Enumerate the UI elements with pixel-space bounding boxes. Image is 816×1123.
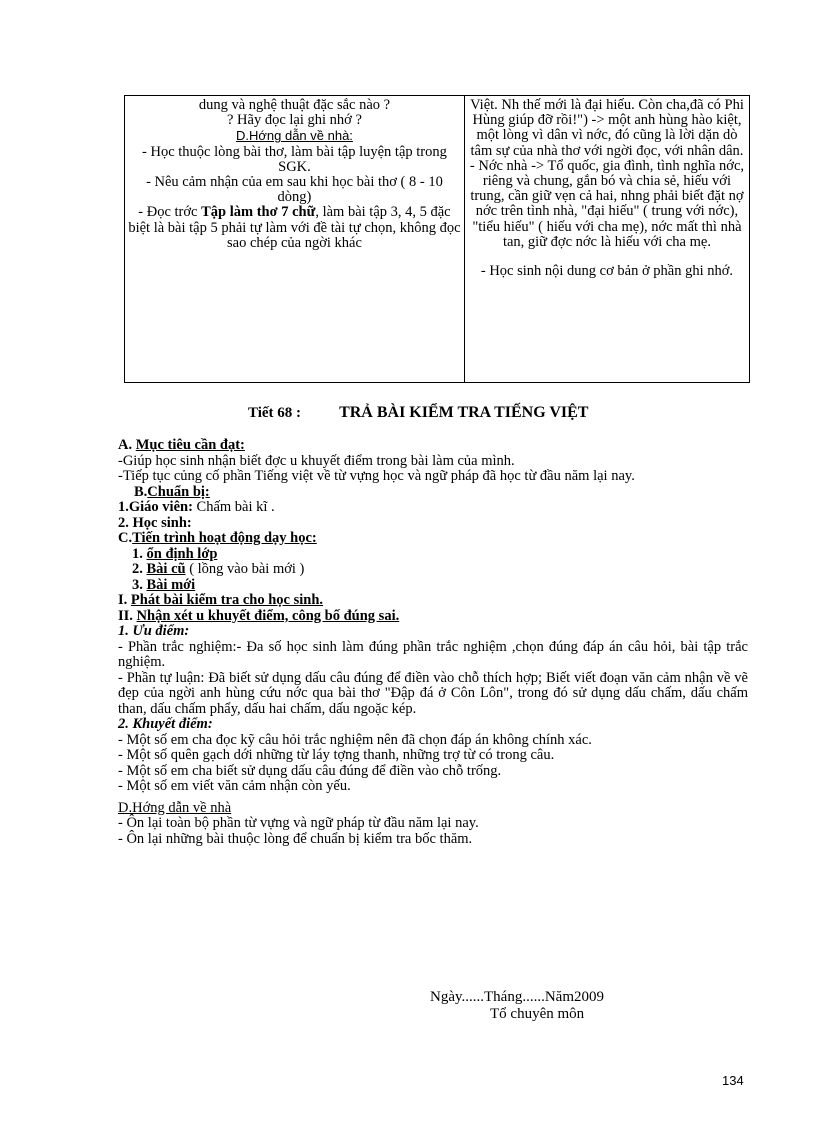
teacher-prep: 1.Giáo viên: Chấm bài kĩ . — [118, 499, 275, 515]
table-right-column — [465, 96, 749, 382]
lesson-number: Tiết 68 : — [248, 405, 302, 421]
homework-item: - Ôn lại những bài thuộc lòng để chuẩn bị kiểm tra bốc thăm. — [118, 830, 473, 847]
lesson-name: TRẢ BÀI KIỂM TRA TIẾNG VIỆT — [339, 404, 589, 421]
step-2: 2. Bài cũ ( lồng vào bài mới ) — [132, 561, 305, 577]
step-3: 3. Bài mới — [132, 576, 196, 593]
student-prep: 2. Học sinh: — [118, 514, 192, 531]
section-a-item: -Giúp học sinh nhận biết đợc u khuyết điểm trong bài làm của mình. — [118, 452, 515, 469]
step-1: 1. ổn định lớp — [132, 545, 218, 562]
part-2: II. Nhận xét u khuyết điểm, công bố đúng sai. — [118, 607, 400, 624]
lesson-body — [118, 438, 748, 847]
strength-item: - Phần trắc nghiệm:- Đa số học sinh làm đúng phần trắc nghiệm ,chọn đúng đáp án câu hỏi, bài tập trắc nghiệm. — [118, 638, 748, 670]
lesson-title — [248, 404, 588, 422]
left-line: - Nêu cảm nhận của em sau khi học bài thơ ( 8 - 10 dòng) — [146, 174, 443, 206]
section-a-heading: A. Mục tiêu cần đạt: — [118, 437, 245, 453]
lesson-table — [124, 95, 750, 383]
weaknesses-heading: 2. Khuyết điểm: — [118, 716, 213, 732]
poem-lesson-title: Tập làm thơ 7 chữ — [201, 204, 316, 221]
left-line: - Học thuộc lòng bài thơ, làm bài tập luyện tập trong SGK. — [142, 143, 447, 175]
section-b-heading: B.Chuẩn bị: — [134, 483, 210, 500]
strength-item: - Phần tự luận: Đã biết sử dụng dấu câu đúng để điền vào chỗ thích hợp; Biết viết đoạn văn cảm nhận về vẽ đẹp của ngời anh hùng cứu nớc qua bài thơ "Đập đá ở Côn Lôn", trong đó sử dụng dấu chấm, dấu chấm than, dấu chấm phẩy, dấu hai chấm, dấu ngoặc kép. — [118, 669, 748, 717]
strengths-heading: 1. Ưu điểm: — [118, 623, 190, 639]
homework-heading: D.Hớng dẫn về nhà — [118, 799, 232, 816]
homework-heading: D.Hớng dẫn về nhà: — [235, 128, 353, 144]
left-line: dung và nghệ thuật đặc sắc nào ? — [198, 97, 391, 113]
right-paragraph: - Học sinh nội dung cơ bản ở phần ghi nhớ. — [480, 263, 734, 280]
signature-date: Ngày......Tháng......Năm2009 — [430, 989, 604, 1005]
weakness-item: - Một số em cha đọc kỹ câu hỏi trắc nghiệm nên đã chọn đáp án không chính xác. — [118, 731, 592, 748]
part-1: I. Phát bài kiểm tra cho học sinh. — [118, 592, 324, 608]
weakness-item: - Một số em cha biết sử dụng dấu câu đúng để điền vào chỗ trống. — [118, 762, 502, 779]
left-line: - Đọc trớc Tập làm thơ 7 chữ, làm bài tập 3, 4, 5 đặc biệt là bài tập 5 phải tự làm với đề tài tự chọn, không đọc sao chép của ngời khác — [128, 204, 461, 251]
left-line: ? Hãy đọc lại ghi nhớ ? — [227, 112, 362, 129]
section-c-heading: C.Tiến trình hoạt động dạy học: — [118, 530, 317, 546]
signature-block — [430, 989, 604, 1023]
right-paragraph: - Nớc nhà -> Tổ quốc, gia đình, tình nghĩa nớc, riêng và chung, gắn bó và chia sẻ, hiếu với trung, cần giữ vẹn cả hai, nhng phải biết đặt nợ nớc trên tình nhà, "đại hiếu" ( trung với nớc), "tiểu hiếu" ( hiếu với cha mẹ), nớc mất thì nhà tan, giữ đợc nớc là hiếu với cha mẹ. — [469, 157, 745, 250]
right-paragraph: Việt. Nh thế mới là đại hiếu. Còn cha,đã có Phi Hùng giúp đỡ rồi!") -> một anh hùng hào kiệt, một lòng vì dân vì nớc, đó cũng là lời dặn dò tâm sự của nhà thơ với ngời đọc, với nhân dân. — [470, 97, 744, 159]
weakness-item: - Một số em viết văn cảm nhận còn yếu. — [118, 778, 351, 794]
weakness-item: - Một số quên gạch dới những từ láy tợng thanh, những trợ từ có trong câu. — [118, 747, 555, 763]
section-a-item: -Tiếp tục củng cố phần Tiếng việt về từ vựng học và ngữ pháp đã học từ đầu năm lại nay. — [118, 468, 635, 484]
homework-item: - Ôn lại toàn bộ phần từ vựng và ngữ pháp từ đầu năm lại nay. — [118, 815, 479, 831]
page-number: 134 — [722, 1073, 744, 1088]
table-left-column — [125, 96, 465, 382]
signature-role: Tổ chuyên môn — [490, 1006, 585, 1022]
